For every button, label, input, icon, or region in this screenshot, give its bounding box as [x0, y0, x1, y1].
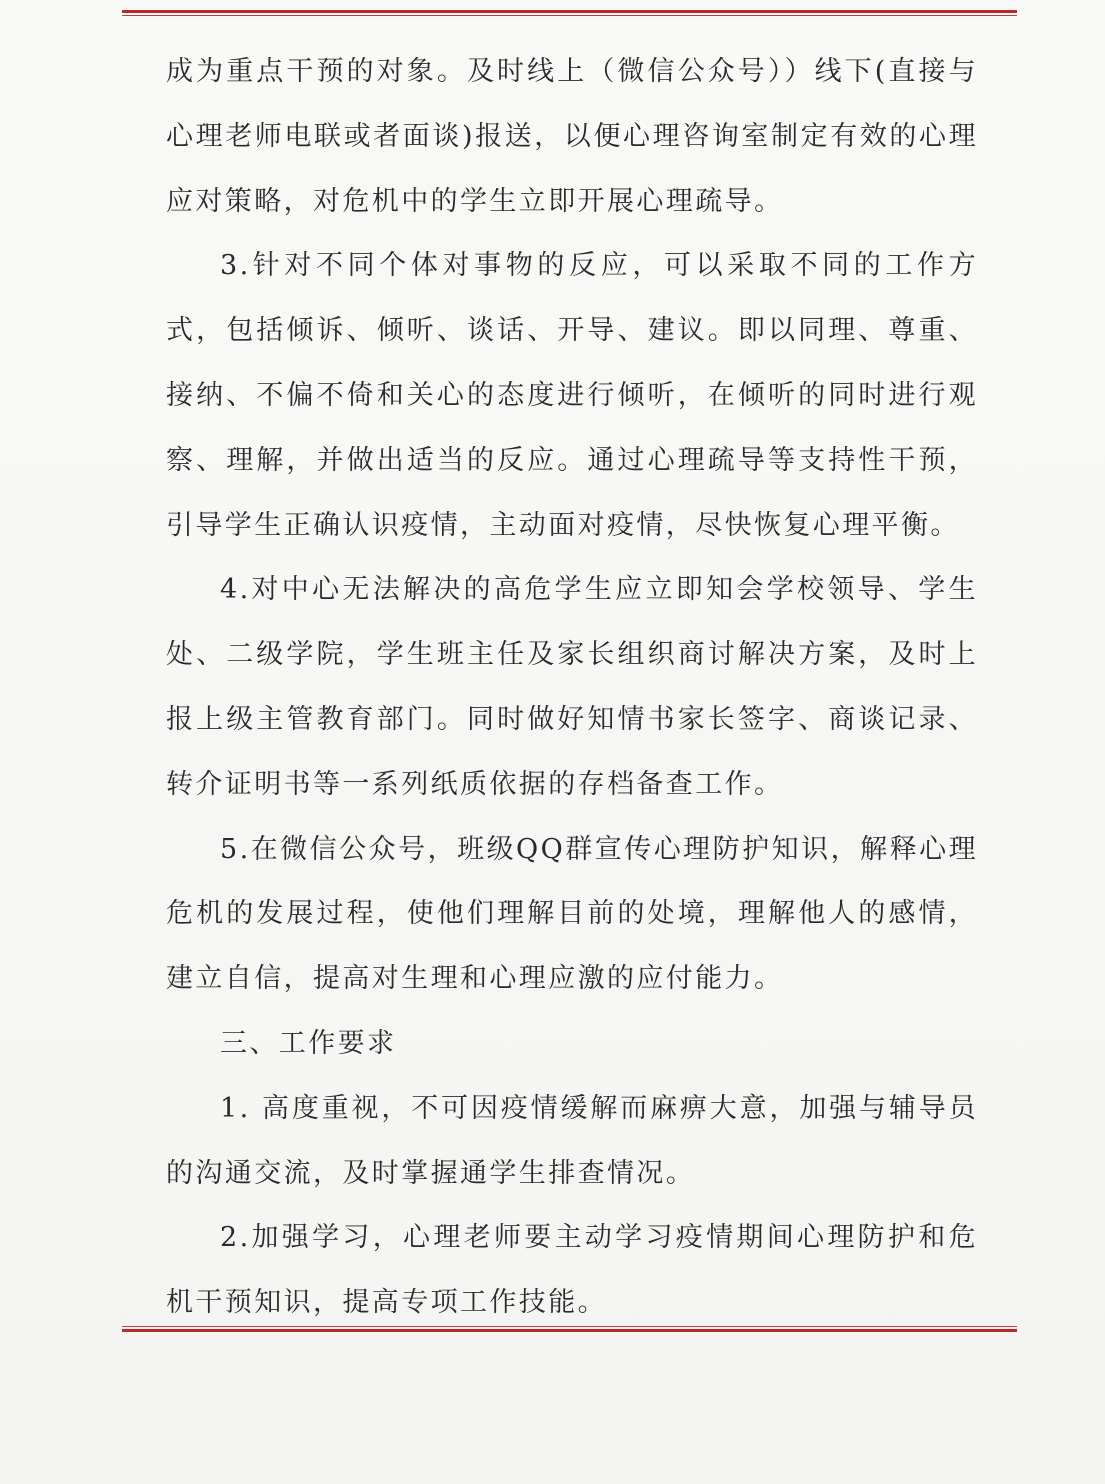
top-rule-thick-line — [122, 10, 1017, 13]
paragraph-item-5: 5.在微信公众号，班级QQ群宣传心理防护知识，解释心理危机的发展过程，使他们理解目前的处境，理解他人的感情，建立自信，提高对生理和心理应激的应付能力。 — [166, 833, 978, 995]
top-rule-thin-line — [122, 15, 1017, 16]
document-body — [166, 40, 978, 1336]
top-red-rule — [122, 10, 1017, 15]
bottom-red-rule — [122, 1326, 1017, 1331]
bottom-rule-thin-line — [122, 1326, 1017, 1327]
paragraph-item-3: 3.针对不同个体对事物的反应，可以采取不同的工作方式，包括倾诉、倾听、谈话、开导、建议。即以同理、尊重、接纳、不偏不倚和关心的态度进行倾听，在倾听的同时进行观察、理解，并做出适当的反应。通过心理疏导等支持性干预，引导学生正确认识疫情，主动面对疫情，尽快恢复心理平衡。 — [166, 250, 978, 541]
bottom-rule-thick-line — [122, 1329, 1017, 1332]
paragraph-item-4: 4.对中心无法解决的高危学生应立即知会学校领导、学生处、二级学院，学生班主任及家长组织商讨解决方案，及时上报上级主管教育部门。同时做好知情书家长签字、商谈记录、转介证明书等一系列纸质依据的存档备查工作。 — [166, 574, 978, 800]
section-heading: 三、工作要求 — [220, 1027, 397, 1059]
paragraph-continuation: 成为重点干预的对象。及时线上（微信公众号））线下(直接与心理老师电联或者面谈)报送，以便心理咨询室制定有效的心理应对策略，对危机中的学生立即开展心理疏导。 — [166, 56, 978, 217]
requirement-item-1: 1. 高度重视，不可因疫情缓解而麻痹大意，加强与辅导员的沟通交流，及时掌握通学生排查情况。 — [166, 1092, 978, 1189]
requirement-item-2: 2.加强学习，心理老师要主动学习疫情期间心理防护和危机干预知识，提高专项工作技能。 — [166, 1222, 978, 1319]
